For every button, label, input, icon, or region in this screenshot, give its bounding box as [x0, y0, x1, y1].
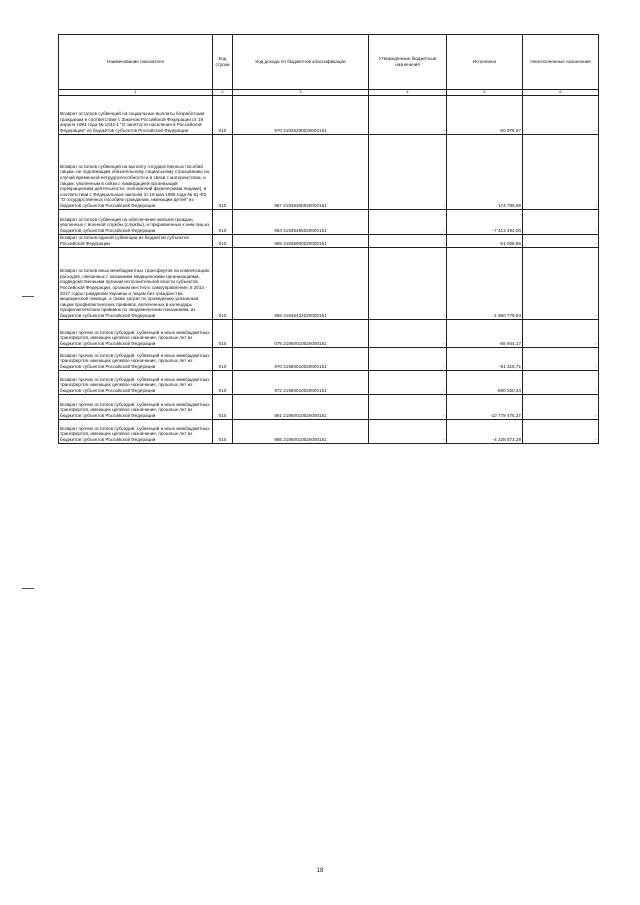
row-line: 010	[213, 134, 233, 209]
row-line: 010	[213, 370, 233, 394]
header-name: Наименование показателя	[59, 35, 213, 90]
table-row	[59, 347, 599, 370]
row-line: 010	[213, 319, 233, 347]
table-row	[59, 95, 599, 134]
header-executed: Исполнено	[447, 35, 523, 90]
header-unexecuted: Неисполненные назначения	[523, 35, 599, 90]
row-unexecuted: -	[523, 234, 599, 247]
row-unexecuted: -	[523, 394, 599, 419]
page-number: 18	[316, 868, 324, 874]
table-row	[59, 419, 599, 443]
header-approved: Утвержденные бюджетные назначения	[369, 35, 447, 90]
row-approved: -	[369, 394, 447, 419]
row-code: 970 21960010020000151	[233, 347, 369, 370]
margin-mark	[22, 296, 34, 297]
row-executed: -174 799,69	[447, 134, 523, 209]
row-line: 010	[213, 394, 233, 419]
row-executed: -4 228 873,29	[447, 419, 523, 443]
table-row	[59, 209, 599, 234]
row-name: Возврат прочих остатков субсидий, субвенций и иных межбюджетных трансфертов, имеющих целевое назначение, прошлых лет из бюджетов субъектов Российской Федерации	[59, 319, 213, 347]
column-number: 2	[213, 90, 233, 96]
row-unexecuted: -	[523, 95, 599, 134]
row-name: Возврат остатков субвенций на социальные выплаты безработным гражданам в соответствии с Законом Российской Федерации от 19 апреля 1991 года № 1032-1 "О занятости населения в Российской Федерации" из бюджетов субъектов Российской Федерации	[59, 95, 213, 134]
row-name: Возврат прочих остатков субсидий, субвенций и иных межбюджетных трансфертов, имеющих целевое назначение, прошлых лет из бюджетов субъектов Российской Федерации	[59, 419, 213, 443]
row-line: 010	[213, 209, 233, 234]
row-approved: -	[369, 370, 447, 394]
row-name: Возврат прочих остатков субсидий, субвенций и иных межбюджетных трансфертов, имеющих целевое назначение, прошлых лет из бюджетов субъектов Российской Федерации	[59, 370, 213, 394]
row-name: Возврат остатков субвенций на выплату государственных пособий лицам, не подлежащим обязательному социальному страхованию на случай временной нетрудоспособности и в связи с материнством, и лицам, уволенным в связи с ликвидацией организаций (прекращением деятельности, полномочий физическими лицами), в соответствии с Федеральным законом от 19 мая 1995 года № 81-ФЗ "О государственных пособиях гражданам, имеющим детей" из бюджетов субъектов Российской Федерации	[59, 134, 213, 209]
row-name: Возврат остатков субвенций на обеспечение жильем граждан, уволенных с военной службы (службы), и приравненных к ним лиц из бюджетов субъектов Российской Федерации	[59, 209, 213, 234]
row-unexecuted: -	[523, 419, 599, 443]
row-approved: -	[369, 319, 447, 347]
row-unexecuted: -	[523, 134, 599, 209]
row-approved: -	[369, 347, 447, 370]
table-row	[59, 247, 599, 319]
row-name: Возврат остатков единой субвенции из бюджетов субъектов Российской Федерации	[59, 234, 213, 247]
column-number: 1	[59, 90, 213, 96]
column-number: 4	[369, 90, 447, 96]
table-row	[59, 394, 599, 419]
header-line-code: Код строки	[213, 35, 233, 90]
row-unexecuted: -	[523, 247, 599, 319]
row-executed: -91 319,71	[447, 347, 523, 370]
row-code: 075 21960010020000151	[233, 319, 369, 347]
row-unexecuted: -	[523, 347, 599, 370]
budget-report-table	[58, 34, 599, 444]
row-executed: -1 960 779,93	[447, 247, 523, 319]
row-unexecuted: -	[523, 209, 599, 234]
row-line: 010	[213, 95, 233, 134]
row-code: 981 21960010020000151	[233, 394, 369, 419]
row-line: 010	[213, 247, 233, 319]
table-header-row	[59, 35, 599, 90]
row-executed: -60 978,97	[447, 95, 523, 134]
row-unexecuted: -	[523, 319, 599, 347]
row-name: Возврат остатков иных межбюджетных трансфертов на компенсацию расходов, связанных с оказанием медицинскими организациями, подведомственными органам исполнительной власти субъектов Российской Федерации, органам местного самоуправления, в 2014 - 2017 годах гражданам Украины и лицам без гражданства медицинской помощи, а также затрат по проведению указанным лицам профилактических прививок, включенных в календарь профилактических прививок по эпидемическим показаниям, из бюджетов субъектов Российской Федерации	[59, 247, 213, 319]
row-line: 010	[213, 234, 233, 247]
row-executed: -680 250,34	[447, 370, 523, 394]
row-executed: -7 413 494,00	[447, 209, 523, 234]
row-approved: -	[369, 247, 447, 319]
table-row	[59, 134, 599, 209]
row-approved: -	[369, 419, 447, 443]
row-name: Возврат прочих остатков субсидий, субвенций и иных межбюджетных трансфертов, имеющих целевое назначение, прошлых лет из бюджетов субъектов Российской Федерации	[59, 347, 213, 370]
row-line: 010	[213, 419, 233, 443]
row-approved: -	[369, 95, 447, 134]
margin-mark	[22, 588, 34, 589]
row-line: 010	[213, 347, 233, 370]
row-approved: -	[369, 134, 447, 209]
row-executed: -65 944,17	[447, 319, 523, 347]
row-unexecuted: -	[523, 370, 599, 394]
header-income-code: Код дохода по бюджетной классификации	[233, 35, 369, 90]
row-executed: -10 779 475,37	[447, 394, 523, 419]
row-code: 984 21935485020000151	[233, 209, 369, 234]
column-number: 5	[447, 90, 523, 96]
row-code: 985 21935900020000151	[233, 234, 369, 247]
table-row	[59, 370, 599, 394]
row-code: 972 21960010020000151	[233, 370, 369, 394]
column-number: 6	[523, 90, 599, 96]
row-code: 966 21945422020000151	[233, 247, 369, 319]
row-approved: -	[369, 209, 447, 234]
row-approved: -	[369, 234, 447, 247]
row-executed: -51 008,96	[447, 234, 523, 247]
column-number: 3	[233, 90, 369, 96]
table-row	[59, 319, 599, 347]
row-name: Возврат прочих остатков субсидий, субвенций и иных межбюджетных трансфертов, имеющих целевое назначение, прошлых лет из бюджетов субъектов Российской Федерации	[59, 394, 213, 419]
row-code: 970 21935290020000151	[233, 95, 369, 134]
table-row	[59, 234, 599, 247]
row-code: 987 21935380020000151	[233, 134, 369, 209]
row-code: 986 21960010020000151	[233, 419, 369, 443]
